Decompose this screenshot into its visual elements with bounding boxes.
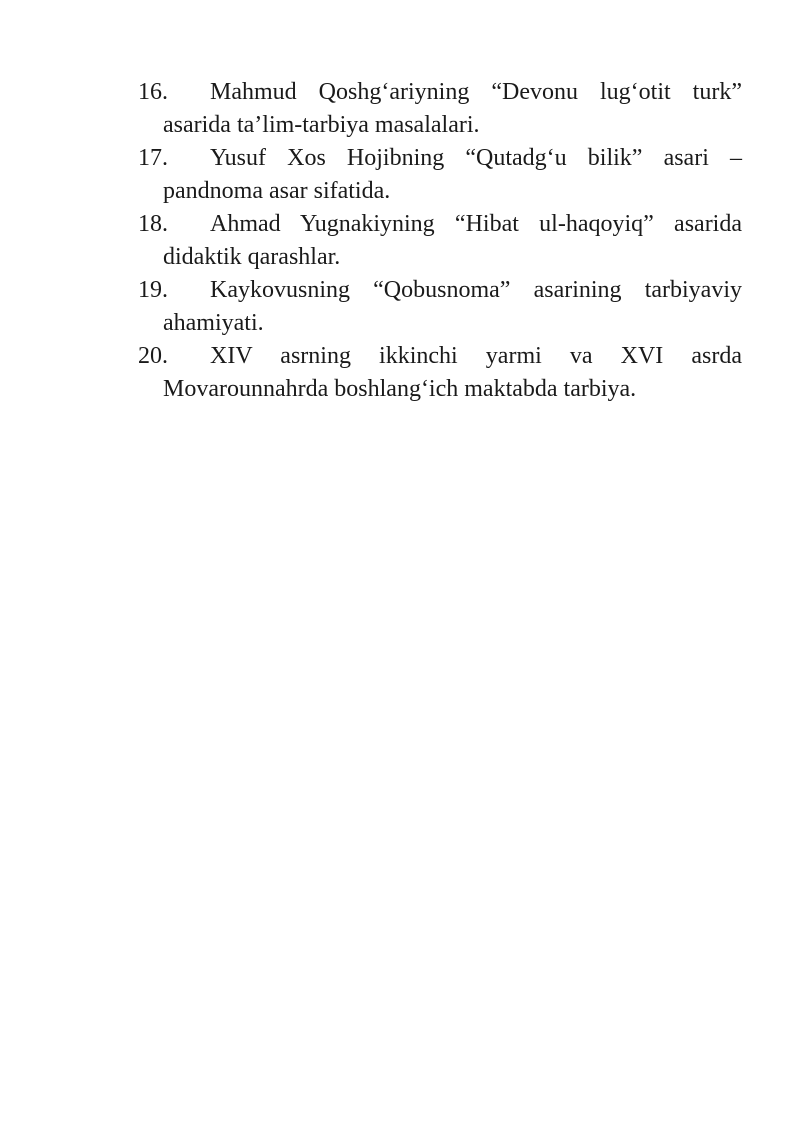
item-text: Ahmad Yugnakiyning “Hibat ul-haqoyiq” asarida didaktik qarashlar. [163, 211, 742, 270]
list-item [138, 274, 742, 340]
list-item [138, 142, 742, 208]
list-item [138, 208, 742, 274]
list-item [138, 76, 742, 142]
list-item [138, 340, 742, 406]
item-text: XIV asrning ikkinchi yarmi va XVI asrda Movarounnahrda boshlang‘ich maktabda tarbiya. [163, 343, 742, 402]
item-number: 19. [138, 277, 168, 303]
item-number: 16. [138, 79, 168, 105]
item-text: Kaykovusning “Qobusnoma” asarining tarbiyaviy ahamiyati. [163, 277, 742, 336]
item-text: Mahmud Qoshg‘ariyning “Devonu lug‘otit turk” asarida ta’lim-tarbiya masalalari. [163, 79, 742, 138]
item-text: Yusuf Xos Hojibning “Qutadg‘u bilik” asari – pandnoma asar sifatida. [163, 145, 742, 204]
item-number: 17. [138, 145, 168, 171]
item-number: 20. [138, 343, 168, 369]
item-number: 18. [138, 211, 168, 237]
topic-list [138, 76, 742, 406]
document-page [138, 76, 742, 406]
